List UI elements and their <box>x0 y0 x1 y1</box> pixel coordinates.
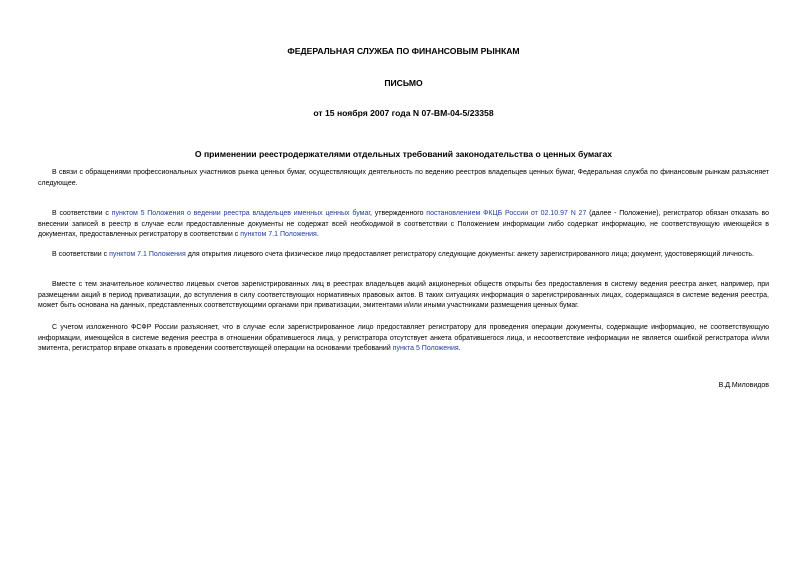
paragraph-1: В связи с обращениями профессиональных участников рынка ценных бумаг, осуществляющих деятельность по ведению реестров владельцев ценных бумаг, Федеральная служба по финансовым рынкам разъясняет следующее. <box>38 169 769 187</box>
paragraph-2-text-4: . <box>316 231 319 238</box>
paragraph-2-text-2: , утвержденного <box>370 210 427 217</box>
paragraph-3 <box>38 250 769 261</box>
paragraph-5 <box>38 323 769 355</box>
paragraph-5-text-1: С учетом изложенного ФСФР России разъясняет, что в случае если зарегистрированное лицо предоставляет регистратору для проведения операции документы, содержащие информацию, не соответствующую информации, имеющейся в системе ведения реестра в отношении обратившегося лица, у регистратора отсутствует анкета обратившегося лица, и несоответствие информации не является ошибкой регистратора и/или эмитента, регистратор вправе отказать в проведении соответствующей операции на основании требований <box>38 324 769 352</box>
signature: В.Д.Миловидов <box>718 382 769 389</box>
paragraph-5-text-2: . <box>458 345 461 352</box>
paragraph-2-text-1: В соответствии с <box>52 210 112 217</box>
paragraph-4: Вместе с тем значительное количество лицевых счетов зарегистрированных лиц в реестрах владельцев акций акционерных обществ открыты без предоставления в систему ведения реестра анкет, например, при размещении акций в период приватизации, до вступления в силу соответствующих нормативных правовых актов. В таких ситуациях информация о зарегистрированных лицах, содержащаяся в системе ведения реестра, может быть основана на данных, представленных соответствующими органами при приватизации, эмитентами и/или иными участниками размещения ценных бумаг. <box>38 281 769 309</box>
link-regulation-point-5-b[interactable]: пункта 5 Положения <box>392 345 459 352</box>
link-regulation-point-5[interactable]: пунктом 5 Положения о ведении реестра владельцев именных ценных бумаг <box>111 210 371 217</box>
paragraph-3-text-2: для открытия лицевого счета физическое лицо предоставляет регистратору следующие документы: анкету зарегистрированного лица; документ, удостоверяющий личность. <box>185 251 754 258</box>
paragraph-2 <box>38 209 769 241</box>
link-regulation-point-7-1[interactable]: пунктом 7.1 Положения <box>240 231 317 238</box>
document-subject: О применении реестродержателями отдельных требований законодательства о ценных бумагах <box>194 149 613 159</box>
paragraph-2-text-3: (далее - Положение), регистратор обязан отказать во внесении записей в реестр в случае если предоставленные документы не содержат всей необходимой в соответствии с Положением информации либо содержат информацию, не соответствующую имеющейся в документах, предоставленных регистратору в соответствии с <box>38 210 770 238</box>
link-regulation-point-7-1-b[interactable]: пунктом 7.1 Положения <box>109 251 186 258</box>
document-date-number: от 15 ноября 2007 года N 07-ВМ-04-5/23358 <box>313 108 494 118</box>
link-fkcb-resolution[interactable]: постановлением ФКЦБ России от 02.10.97 N 27 <box>426 210 587 217</box>
document-type: ПИСЬМО <box>384 78 423 88</box>
paragraph-3-text-1: В соответствии с <box>52 251 110 258</box>
agency-title: ФЕДЕРАЛЬНАЯ СЛУЖБА ПО ФИНАНСОВЫМ РЫНКАМ <box>287 46 520 56</box>
